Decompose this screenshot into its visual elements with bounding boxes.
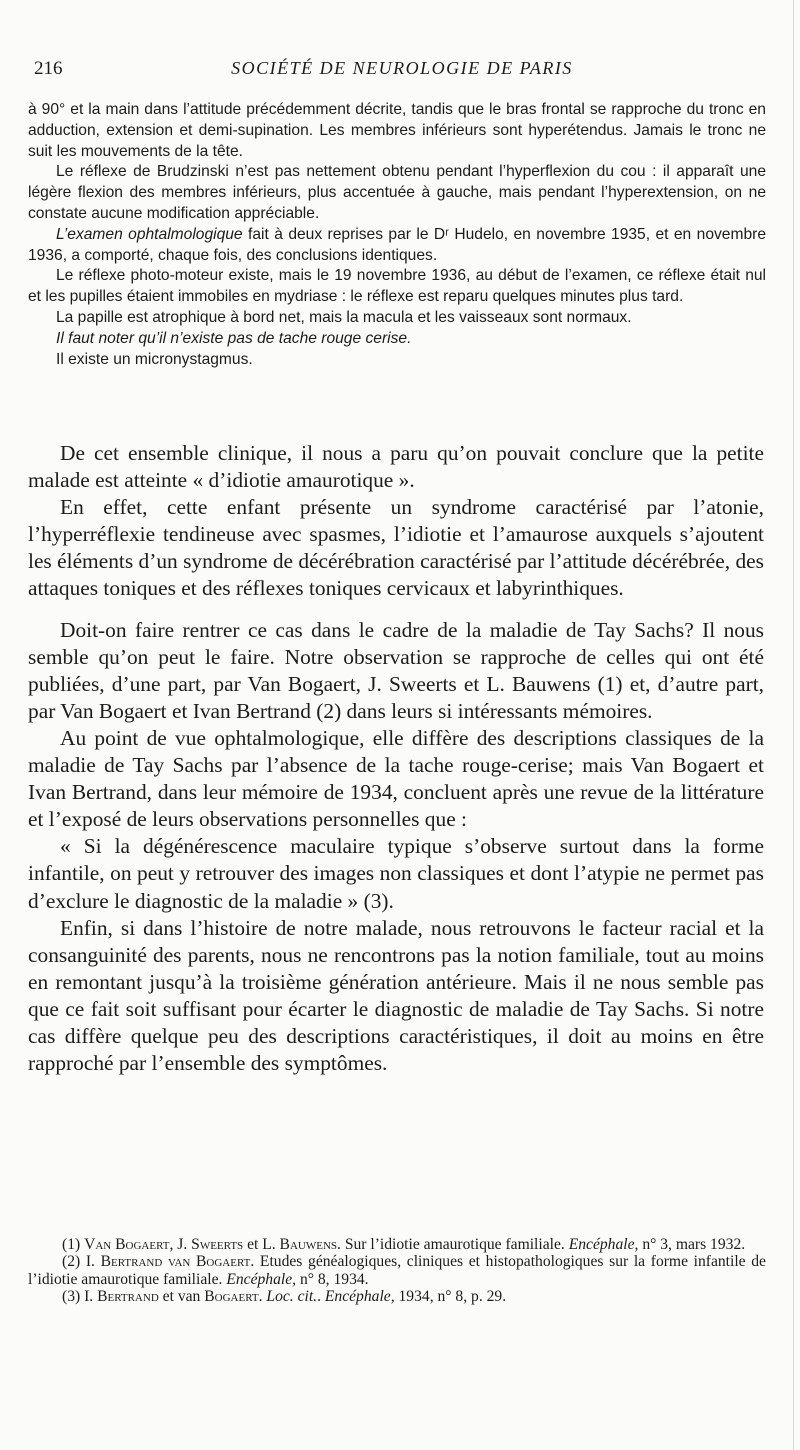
footnote-2 [28, 1253, 766, 1288]
footnote-sep: . [317, 1288, 325, 1306]
body-paragraph: Enfin, si dans l’histoire de notre malade, nous retrouvons le facteur racial et la consanguinité des parents, nous ne rencontrons pas la notion familiale, tout au moins en remontant jusqu’à la troisième génération antérieure. Mais il ne nous semble pas que ce fait soit suffisant pour écarter le diagnostic de maladie de Tay Sachs. Si notre cas diffère quelque peu des descriptions caractéristiques, il doit au moins en être rapproché par l’ensemble des symptômes. [28, 915, 764, 1076]
small-paragraph: Il existe un micronystagmus. [56, 350, 253, 368]
body-paragraph: « Si la dégénérescence maculaire typique s’observe surtout dans la forme infantile, on peut y retrouver des images non classiques et dont l’atypie ne permet pas d’exclure le diagnostic de la maladie » (3). [28, 834, 764, 913]
exam-text: fait à deux reprises par le Dʳ Hudelo, en novembre 1935, et en novembre 1936, a comporté, chaque fois, des conclusions identiques. [28, 225, 766, 264]
small-paragraph: à 90° et la main dans l’attitude précédemment décrite, tandis que le bras frontal se rapproche du tronc en adduction, extension et demi-supination. Les membres inférieurs sont hyperétendus. Jamais le tronc ne suit les mouvements de la tête. [28, 101, 766, 160]
page-edge-shadow [793, 0, 794, 1450]
footnote-journal: Encéphale, [324, 1288, 395, 1306]
footnote-text: . [258, 1288, 267, 1306]
footnote-number: (2) [62, 1253, 86, 1271]
footnote-author: J. Sweerts [177, 1236, 244, 1253]
small-paragraph: Le réflexe de Brudzinski n’est pas nettement obtenu pendant l’hyperflexion du cou : il apparaît une légère flexion des membres inférieurs, plus accentuée à gauche, mais pendant l’hyperextension, on ne constate aucune modification appréciable. [28, 163, 766, 222]
footnote-number: (1) [62, 1236, 85, 1253]
clinical-notes [28, 100, 766, 370]
footnote-number: (3) [62, 1288, 85, 1306]
exam-lead: L’examen ophtalmologique [56, 225, 243, 243]
small-paragraph: Le réflexe photo-moteur existe, mais le 19 novembre 1936, au début de l’examen, ce réflexe était nul et les pupilles étaient immobiles en mydriase : le réflexe est reparu quelques minutes plus tard. [28, 267, 766, 306]
footnote-sep: , [169, 1236, 178, 1253]
footnote-1 [28, 1236, 766, 1253]
footnote-text: n° 3, mars 1932. [638, 1236, 746, 1253]
page-number: 216 [34, 58, 63, 79]
footnote-author: Bogaert [204, 1288, 259, 1306]
footnote-text: 1934, n° 8, p. 29. [394, 1288, 507, 1306]
exam-paragraph [28, 225, 766, 267]
discussion-text [28, 440, 764, 1077]
italic-note: Il faut noter qu’il n’existe pas de tache rouge cerise. [56, 329, 412, 347]
footnote-sep: et [243, 1236, 263, 1253]
footnote-author: L. Bauwens [262, 1236, 338, 1253]
page-header [34, 58, 770, 82]
footnote-author: I. Bertrand van Bogaert [85, 1253, 251, 1271]
footnote-text: . Sur l’idiotie amaurotique familiale. [337, 1236, 569, 1253]
footnotes [28, 1236, 766, 1306]
footnote-author: Van Bogaert [84, 1236, 170, 1253]
body-paragraph: Au point de vue ophtalmologique, elle diffère des descriptions classiques de la maladie de Tay Sachs par l’absence de la tache rouge-cerise; mais Van Bogaert et Ivan Bertrand, dans leur mémoire de 1934, concluent après une revue de la littérature et l’exposé de leurs observations personnelles que : [28, 725, 764, 832]
body-paragraph: En effet, cette enfant présente un syndrome caractérisé par l’atonie, l’hyperréflexie tendineuse avec spasmes, l’idiotie et l’amaurose auxquels s’ajoutent les éléments d’un syndrome de décérébration caractérisé par l’attitude décérébrée, des attaques toniques et des réflexes toniques cervicaux et labyrinthiques. [28, 495, 764, 601]
footnote-3 [28, 1288, 766, 1305]
footnote-journal: Encéphale, [568, 1236, 639, 1253]
footnote-author: I. Bertrand [84, 1288, 159, 1306]
footnote-journal: Encéphale, [226, 1270, 297, 1288]
body-paragraph: De cet ensemble clinique, il nous a paru qu’on pouvait conclure que la petite malade est atteinte « d’idiotie amaurotique ». [28, 441, 764, 493]
small-paragraph: La papille est atrophique à bord net, mais la macula et les vaisseaux sont normaux. [56, 308, 632, 326]
footnote-text: n° 8, 1934. [296, 1270, 369, 1288]
footnote-text: . Etudes généalogiques, cliniques et histopathologiques sur la forme infantile de l’idiotie amaurotique familiale. [28, 1253, 766, 1288]
footnote-loc: Loc. cit. [266, 1288, 318, 1306]
body-paragraph: Doit-on faire rentrer ce cas dans le cadre de la maladie de Tay Sachs? Il nous semble qu’on peut le faire. Notre observation se rapproche de celles qui ont été publiées, d’une part, par Van Bogaert, J. Sweerts et L. Bauwens (1) et, d’autre part, par Van Bogaert et Ivan Bertrand (2) dans leurs si intéressants mémoires. [28, 617, 764, 723]
footnote-sep: et van [158, 1288, 205, 1306]
running-title: SOCIÉTÉ DE NEUROLOGIE DE PARIS [231, 58, 573, 78]
